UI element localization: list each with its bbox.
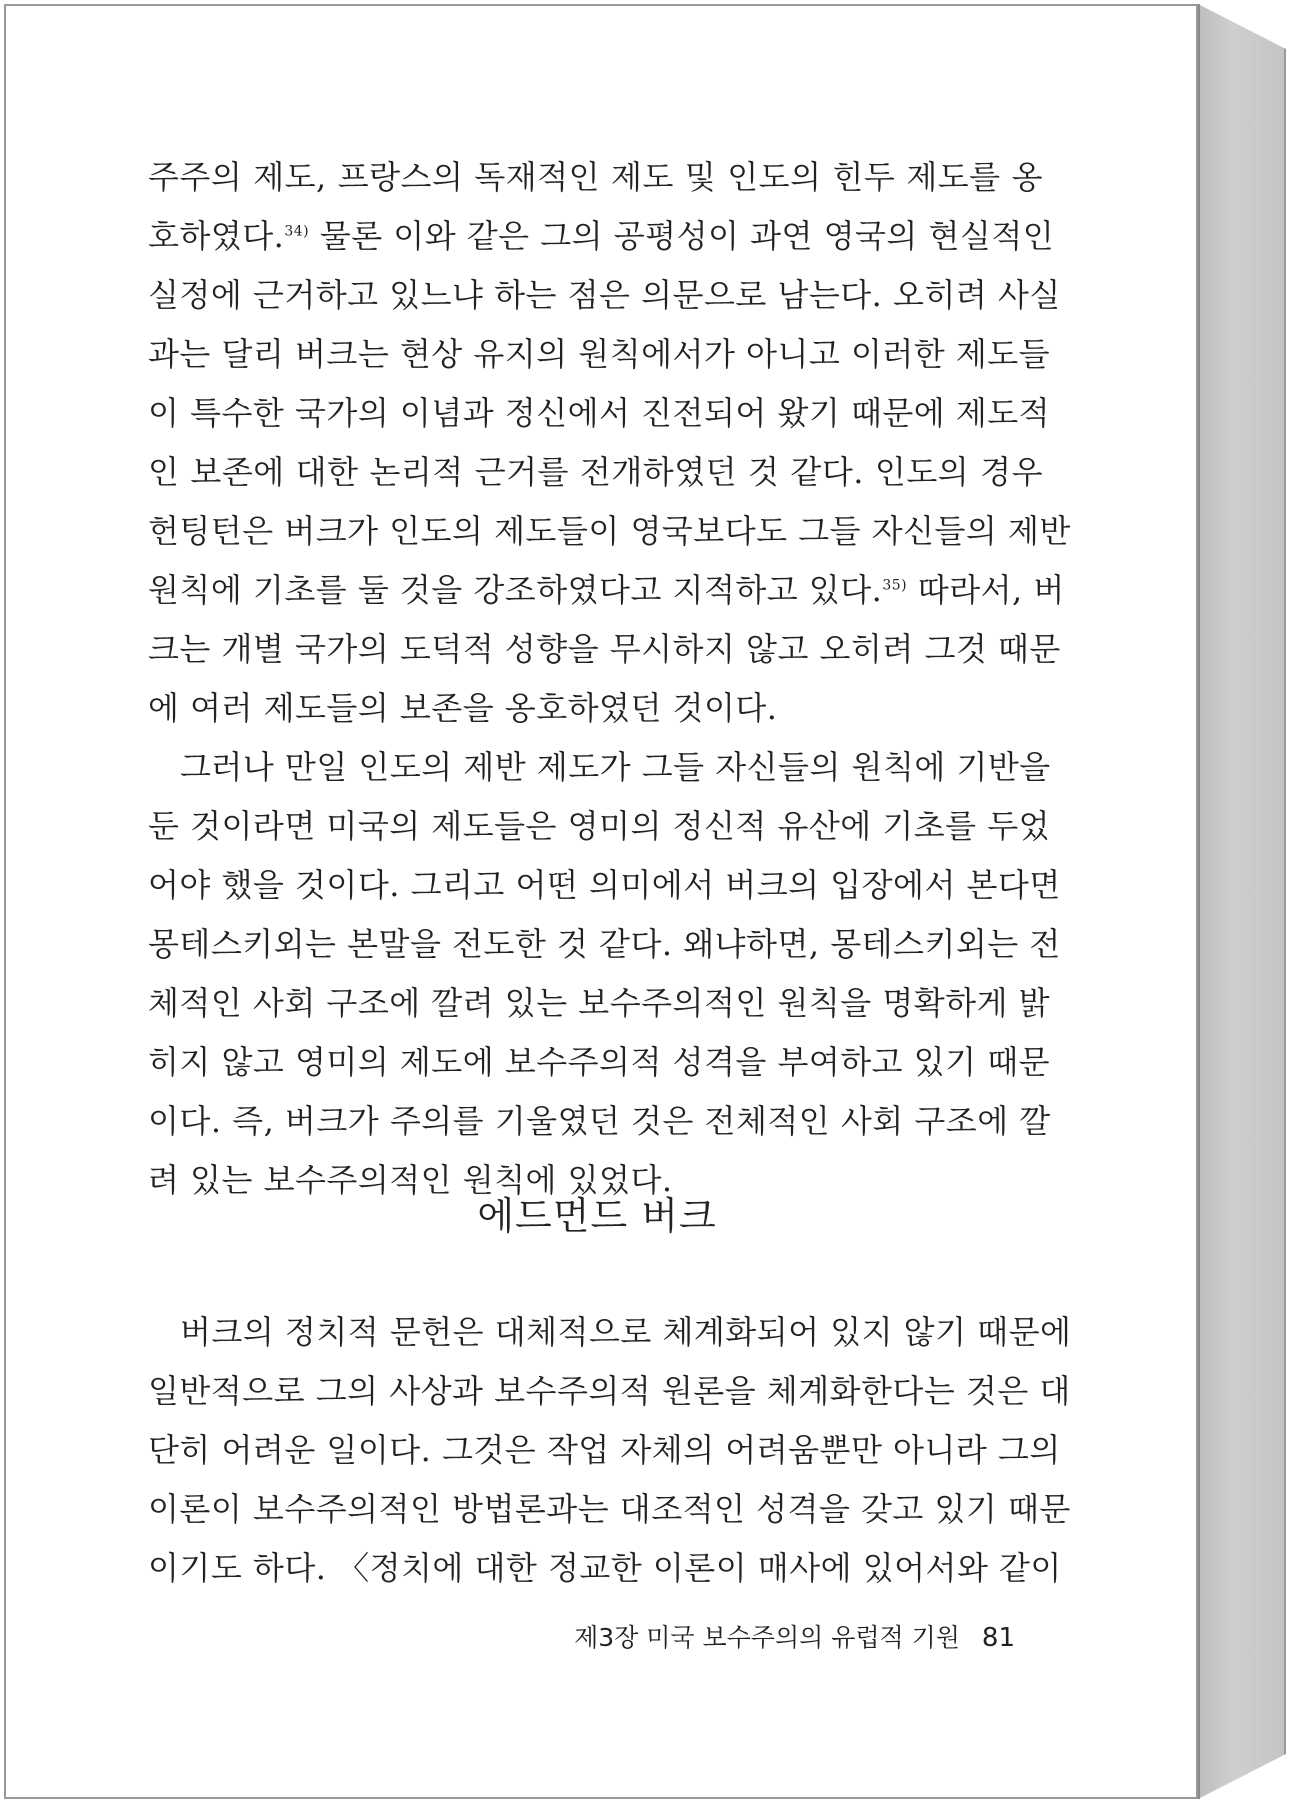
text-line: 크는 개별 국가의 도덕적 성향을 무시하지 않고 오히려 그것 때문 [148,630,1061,668]
text-line: 이기도 하다. 〈정치에 대한 정교한 이론이 매사에 있어서와 같이 [148,1549,1062,1587]
footnote-ref-34: 34) [284,223,310,240]
page-edge [1198,4,1200,1799]
text-line: 둔 것이라면 미국의 제도들은 영미의 정신적 유산에 기초를 두었 [148,807,1051,845]
paragraph-2 [148,738,1061,1210]
page-footer [570,1618,1015,1654]
text-line: 몽테스키외는 본말을 전도한 것 같다. 왜냐하면, 몽테스키외는 전 [148,925,1061,963]
book-spine [1198,4,1286,1799]
text-line: 히지 않고 영미의 제도에 보수주의적 성격을 부여하고 있기 때문 [148,1043,1051,1081]
page-number: 81 [981,1623,1015,1653]
section-heading: 에드먼드 버크 [477,1194,717,1238]
text-line: 이 특수한 국가의 이념과 정신에서 진전되어 왔기 때문에 제도적 [148,394,1051,432]
text-line: 버크의 정치적 문헌은 대체적으로 체계화되어 있지 않기 때문에 [180,1313,1072,1351]
paragraph-3 [148,1303,1072,1598]
running-title: 제3장 미국 보수주의의 유럽적 기원 [574,1623,960,1652]
text-line: 이다. 즉, 버크가 주의를 기울였던 것은 전체적인 사회 구조에 깔 [148,1102,1051,1140]
text-line: 어야 했을 것이다. 그리고 어떤 의미에서 버크의 입장에서 본다면 [148,866,1061,904]
text-line: 과는 달리 버크는 현상 유지의 원칙에서가 아니고 이러한 제도들 [148,335,1051,373]
text-line: 에 여러 제도들의 보존을 옹호하였던 것이다. [148,689,778,727]
body-text-bottom [148,1303,1072,1598]
text-line: 호하였다.$^{34)}$ 물론 이와 같은 그의 공평성이 과연 영국의 현실적인 [148,217,1055,255]
text-line: 원칙에 기초를 둘 것을 강조하였다고 지적하고 있다.$^{35)}$ 따라서, 버 [148,571,1065,609]
text-line: 실정에 근거하고 있느냐 하는 점은 의문으로 남는다. 오히려 사실 [148,276,1061,314]
body-text-top [148,148,1071,1210]
text-line: 그러나 만일 인도의 제반 제도가 그들 자신들의 원칙에 기반을 [180,748,1051,786]
text-line: 체적인 사회 구조에 깔려 있는 보수주의적인 원칙을 명확하게 밝 [148,984,1051,1022]
text-line: 주주의 제도, 프랑스의 독재적인 제도 및 인도의 힌두 제도를 옹 [148,158,1043,196]
text-line: 일반적으로 그의 사상과 보수주의적 원론을 체계화한다는 것은 대 [148,1372,1071,1410]
paragraph-1 [148,148,1071,738]
text-line: 단히 어려운 일이다. 그것은 작업 자체의 어려움뿐만 아니라 그의 [148,1431,1061,1469]
footnote-ref-35: 35) [882,577,908,594]
text-line: 려 있는 보수주의적인 원칙에 있었다. [148,1161,673,1199]
text-line: 인 보존에 대한 논리적 근거를 전개하였던 것 같다. 인도의 경우 [148,453,1043,491]
text-line: 헌팅턴은 버크가 인도의 제도들이 영국보다도 그들 자신들의 제반 [148,512,1071,550]
text-line: 이론이 보수주의적인 방법론과는 대조적인 성격을 갖고 있기 때문 [148,1490,1071,1528]
